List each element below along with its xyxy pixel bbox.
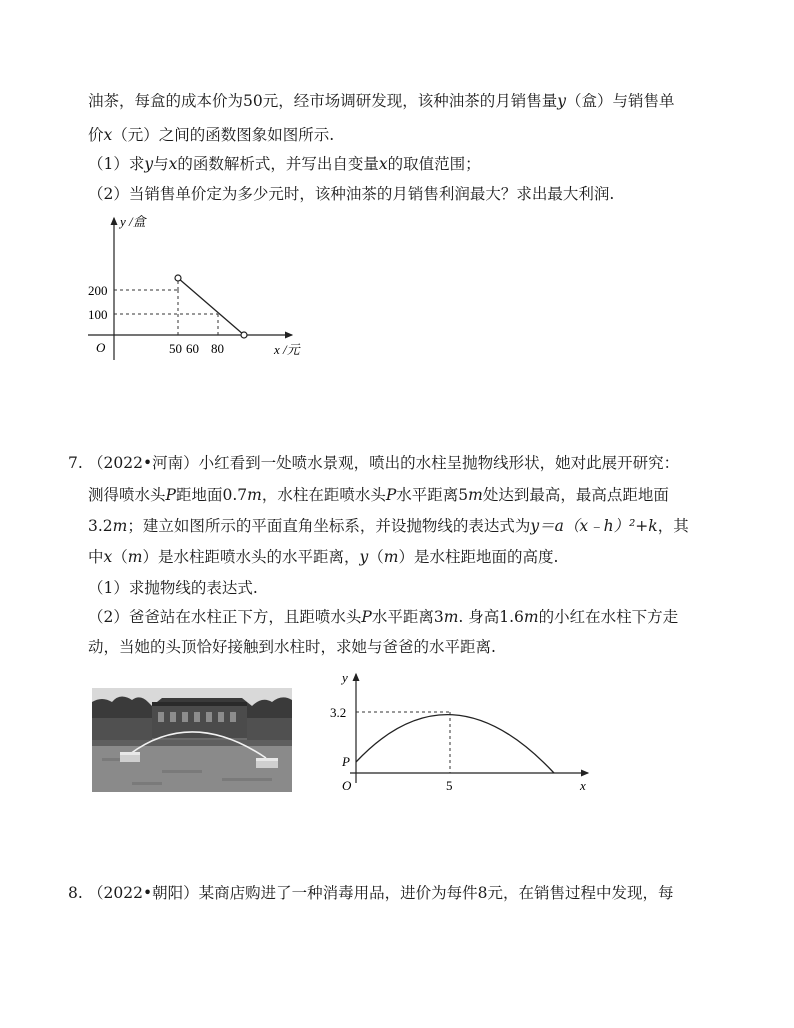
q6-x-axis-label: x /元: [274, 342, 300, 357]
q6-origin-label: O: [96, 340, 106, 355]
q6-x-tick-80: 80: [211, 341, 224, 356]
q6-y-axis-label: y /盒: [120, 214, 146, 229]
q7-peak-y-label: 3.2: [330, 705, 347, 720]
q6-function-graph: [80, 210, 320, 370]
q6-x-tick-60: 60: [186, 341, 199, 356]
q8-line-1: （2022•朝阳）某商店购进了一种消毒用品，进价为每件8元，在销售过程中发现，每: [88, 884, 674, 902]
fountain-photo: [92, 688, 292, 792]
q7-y-axis-label: y: [342, 670, 348, 685]
q7-line-3: 3.2m；建立如图所示的平面直角坐标系，并设抛物线的表达式为y＝a（x﹣h）²+k，其: [88, 517, 689, 535]
q6-y-tick-100: 100: [88, 307, 108, 322]
q7-part-2: （2）爸爸站在水柱正下方，且距喷水头P水平距离3m. 身高1.6m的小红在水柱下方走: [88, 608, 679, 626]
q6-line-1: 油茶，每盒的成本价为50元，经市场调研发现，该种油茶的月销售量y（盒）与销售单: [88, 92, 675, 110]
q7-peak-x-label: 5: [446, 778, 453, 793]
q6-open-endpoint-left: [175, 275, 181, 281]
q7-parabola-curve: [356, 715, 554, 773]
q6-function-segment: [178, 278, 244, 335]
q6-open-endpoint-right: [241, 332, 247, 338]
q7-line-1: （2022•河南）小红看到一处喷水景观，喷出的水柱呈抛物线形状，她对此展开研究：: [88, 454, 680, 472]
q7-line-2: 测得喷水头P距地面0.7m，水柱在距喷水头P水平距离5m处达到最高，最高点距地面: [88, 486, 669, 504]
q7-p-label: P: [342, 754, 350, 769]
q7-part-3: 动，当她的头顶恰好接触到水柱时，求她与爸爸的水平距离.: [88, 638, 496, 656]
q8-number: 8.: [68, 884, 83, 902]
q6-part-1: （1）求y与x的函数解析式，并写出自变量x的取值范围；: [88, 155, 481, 173]
q6-x-tick-50: 50: [169, 341, 182, 356]
q7-parabola-graph: [330, 668, 600, 798]
q7-part-1: （1）求抛物线的表达式.: [88, 579, 258, 597]
q6-part-2: （2）当销售单价定为多少元时，该种油茶的月销售利润最大？求出最大利润.: [88, 185, 615, 203]
q6-y-tick-200: 200: [88, 283, 108, 298]
q6-line-2: 价x（元）之间的函数图象如图所示.: [88, 126, 335, 144]
q7-number: 7.: [68, 454, 83, 472]
q7-line-4: 中x（m）是水柱距喷水头的水平距离，y（m）是水柱距地面的高度.: [88, 548, 559, 566]
q7-x-axis-label: x: [580, 778, 586, 793]
q7-origin-label: O: [342, 778, 352, 793]
